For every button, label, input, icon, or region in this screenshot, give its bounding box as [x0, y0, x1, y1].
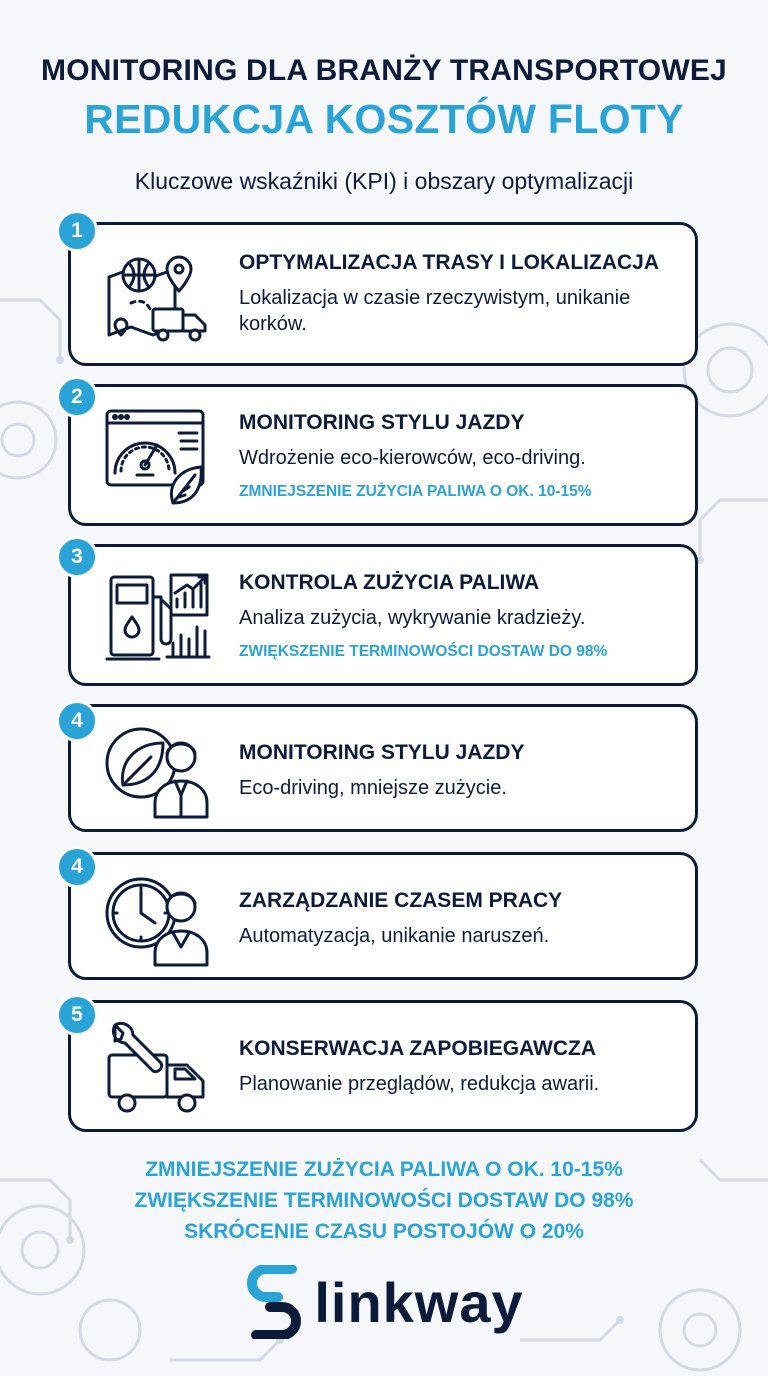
card-number-badge: 1	[56, 210, 98, 252]
kpi-card-eco-driving	[68, 704, 698, 832]
card-number-badge: 5	[56, 994, 98, 1036]
brand-logo	[0, 1262, 768, 1342]
card-description: Wdrożenie eco-kierowców, eco-driving.	[239, 447, 586, 469]
clock-driver-icon	[101, 867, 213, 967]
card-title: MONITORING STYLU JAZDY	[239, 411, 525, 434]
page-headline: REDUKCJA KOSZTÓW FLOTY	[84, 96, 684, 142]
leaf-driver-icon	[101, 719, 213, 819]
summary-line: ZMNIEJSZENIE ZUŻYCIA PALIWA O OK. 10-15%	[145, 1158, 623, 1181]
card-description: Lokalizacja w czasie rzeczywistym, unikanie korków.	[239, 287, 631, 335]
card-description: Automatyzacja, unikanie naruszeń.	[239, 925, 550, 947]
summary-line: SKRÓCENIE CZASU POSTOJÓW O 20%	[184, 1220, 584, 1243]
card-highlight: ZWIĘKSZENIE TERMINOWOŚCI DOSTAW DO 98%	[239, 643, 608, 660]
card-title: KONSERWACJA ZAPOBIEGAWCZA	[239, 1037, 597, 1060]
card-title: ZARZĄDZANIE CZASEM PRACY	[239, 889, 563, 912]
page-title: MONITORING DLA BRANŻY TRANSPORTOWEJ	[41, 54, 727, 87]
card-description: Eco-driving, mniejsze zużycie.	[239, 777, 507, 799]
card-description: Planowanie przeglądów, redukcja awarii.	[239, 1073, 600, 1095]
card-description: Analiza zużycia, wykrywanie kradzieży.	[239, 607, 586, 629]
summary-block	[0, 1154, 768, 1247]
card-title: MONITORING STYLU JAZDY	[239, 741, 525, 764]
fuel-pump-chart-icon	[101, 569, 213, 669]
wrench-truck-icon	[101, 1019, 213, 1119]
card-number-badge: 4	[56, 700, 98, 742]
summary-line: ZWIĘKSZENIE TERMINOWOŚCI DOSTAW DO 98%	[134, 1189, 634, 1212]
card-number-badge: 3	[56, 536, 98, 578]
kpi-card-working-time	[68, 852, 698, 980]
card-number-badge: 2	[56, 376, 98, 418]
linkway-logo-icon	[244, 1265, 304, 1339]
kpi-card-route	[68, 222, 698, 366]
page-subtitle: Kluczowe wskaźniki (KPI) i obszary optymalizacji	[134, 168, 634, 194]
speedometer-leaf-icon	[101, 407, 213, 507]
kpi-card-driving-style	[68, 384, 698, 526]
card-title: KONTROLA ZUŻYCIA PALIWA	[239, 571, 540, 594]
linkway-wordmark: linkway	[314, 1270, 524, 1334]
map-globe-truck-icon	[101, 247, 213, 347]
card-title: OPTYMALIZACJA TRASY I LOKALIZACJA	[239, 251, 660, 274]
kpi-card-maintenance	[68, 1000, 698, 1132]
card-number-badge: 4	[56, 846, 98, 888]
card-highlight: ZMNIEJSZENIE ZUŻYCIA PALIWA O OK. 10-15%	[239, 483, 592, 500]
kpi-card-fuel	[68, 544, 698, 686]
